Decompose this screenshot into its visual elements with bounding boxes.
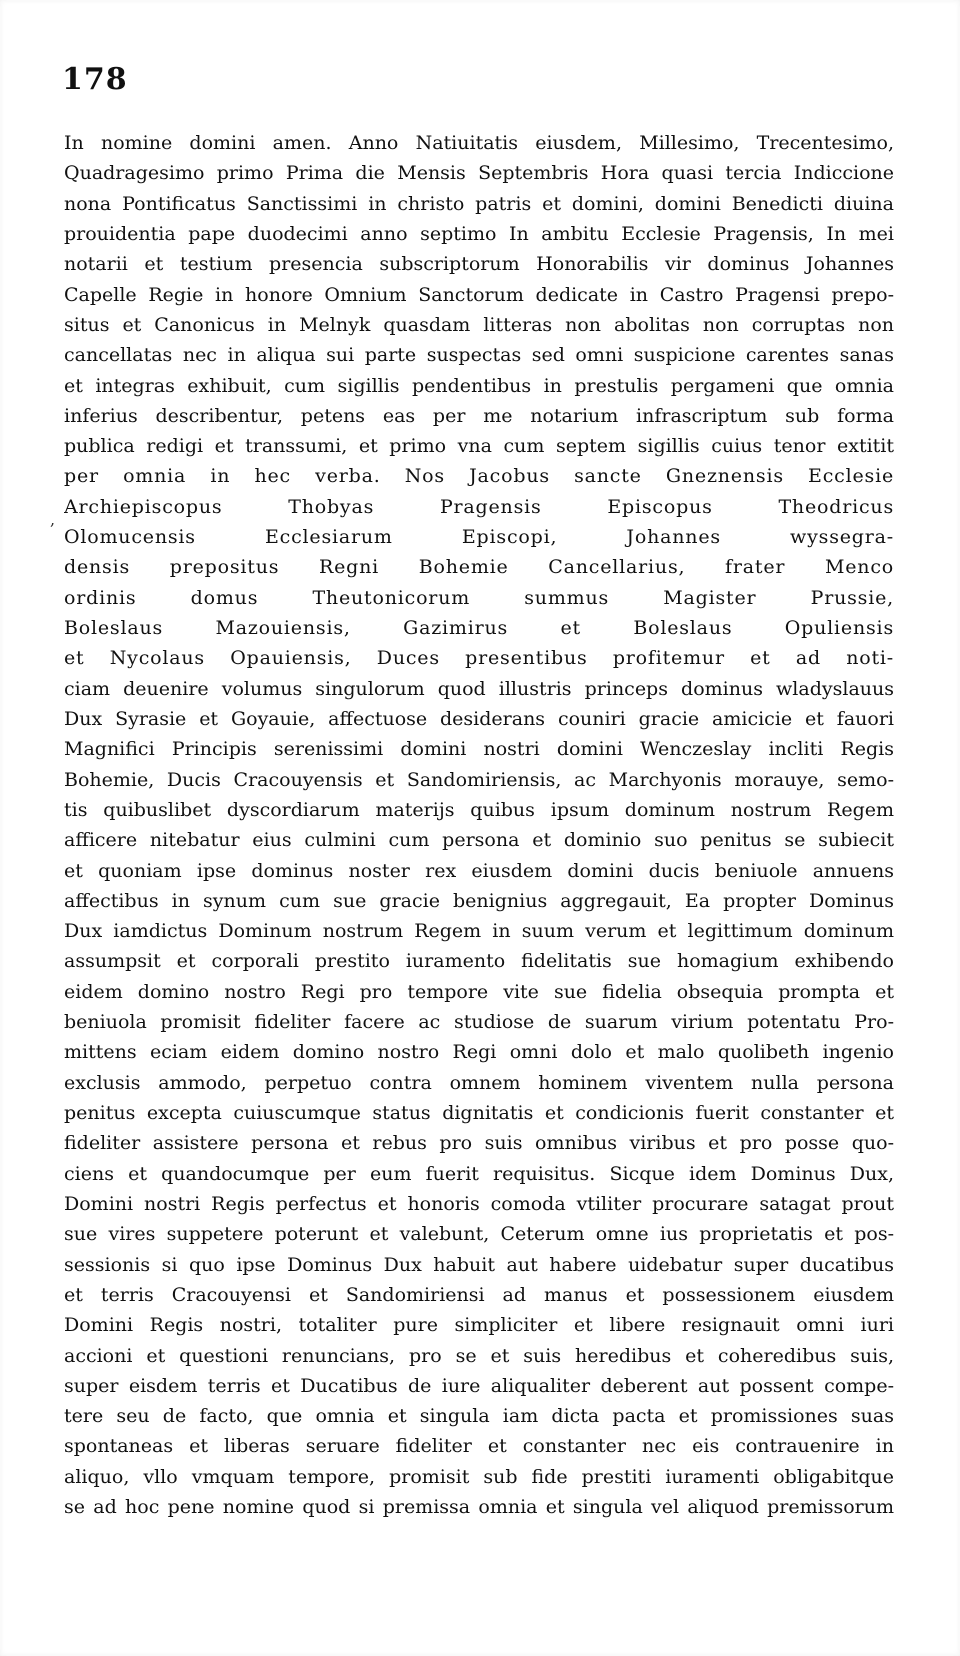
text-line: et quoniam ipse dominus noster rex eiusdem domini ducis beniuole annuens xyxy=(64,859,894,882)
text-line: afficere nitebatur eius culmini cum persona et dominio suo penitus se subiecit xyxy=(64,829,894,852)
charter-text xyxy=(64,128,894,1522)
text-line: nona Pontificatus Sanctissimi in christo patris et domini, domini Benedicti diuina xyxy=(64,192,894,215)
text-line: ordinis domus Theutonicorum summus Magister Prussie, xyxy=(64,586,894,609)
text-line: publica redigi et transsumi, et primo vna cum septem sigillis cuius tenor extitit xyxy=(64,435,894,458)
text-line: affectibus in synum cum sue gracie benignius aggregauit, Ea propter Dominus xyxy=(64,889,894,912)
text-line: penitus excepta cuiuscumque status dignitatis et condicionis fuerit constanter et xyxy=(64,1102,894,1124)
page-number: 178 xyxy=(62,62,128,97)
text-line: accioni et questioni renuncians, pro se et suis heredibus et coheredibus suis, xyxy=(64,1344,894,1367)
text-line: cancellatas nec in aliqua sui parte suspectas sed omni suspicione carentes sanas xyxy=(64,344,894,367)
text-line: Domini Regis nostri, totaliter pure simpliciter et libere resignauit omni iuri xyxy=(64,1314,894,1337)
text-line: et integras exhibuit, cum sigillis pendentibus in prestulis pergameni que omnia xyxy=(64,374,894,397)
text-line: exclusis ammodo, perpetuo contra omnem hominem viventem nulla persona xyxy=(64,1071,894,1094)
text-line: inferius describentur, petens eas per me notarium infrascriptum sub forma xyxy=(64,404,894,427)
text-line: assumpsit et corporali prestito iuramento fidelitatis sue homagium exhibendo xyxy=(64,950,894,973)
text-line: fideliter assistere persona et rebus pro suis omnibus viribus et pro posse quo- xyxy=(64,1132,894,1155)
text-line: ciens et quandocumque per eum fuerit requisitus. Sicque idem Dominus Dux, xyxy=(64,1162,894,1185)
text-line: notarii et testium presencia subscriptorum Honorabilis vir dominus Johannes xyxy=(64,253,894,276)
text-line: mittens eciam eidem domino nostro Regi omni dolo et malo quolibeth ingenio xyxy=(64,1041,894,1064)
text-line: spontaneas et liberas seruare fideliter et constanter nec eis contrauenire in xyxy=(64,1435,894,1458)
text-line: sessionis si quo ipse Dominus Dux habuit aut habere uidebatur super ducatibus xyxy=(64,1253,894,1276)
text-line: densis prepositus Regni Bohemie Cancellarius, frater Menco xyxy=(64,556,894,579)
text-line: Quadragesimo primo Prima die Mensis Septembris Hora quasi tercia Indiccione xyxy=(64,162,894,185)
text-line: tis quibuslibet dyscordiarum materijs quibus ipsum dominum nostrum Regem xyxy=(64,798,894,821)
text-line: sue vires suppetere poterunt et valebunt, Ceterum omne ius proprietatis et pos- xyxy=(64,1223,894,1246)
text-line: situs et Canonicus in Melnyk quasdam litteras non abolitas non corruptas non xyxy=(64,313,894,336)
text-line: Magnifici Principis serenissimi domini nostri domini Wenczeslay incliti Regis xyxy=(64,738,894,761)
text-line: se ad hoc pene nomine quod si premissa omnia et singula vel aliquod premissorum xyxy=(64,1496,894,1519)
text-line: In nomine domini amen. Anno Natiuitatis eiusdem, Millesimo, Trecentesimo, xyxy=(64,132,894,154)
text-line: Olomucensis Ecclesiarum Episcopi, Johannes wyssegra- xyxy=(64,526,894,549)
text-line: Dux Syrasie et Goyauie, affectuose desiderans couniri gracie amicicie et fauori xyxy=(64,707,894,730)
text-line: prouidentia pape duodecimi anno septimo In ambitu Ecclesie Pragensis, In mei xyxy=(64,222,894,245)
text-line: per omnia in hec verba. Nos Jacobus sancte Gneznensis Ecclesie xyxy=(64,465,894,488)
text-line: et Nycolaus Opauiensis, Duces presentibus profitemur et ad noti- xyxy=(64,647,894,670)
text-line: Bohemie, Ducis Cracouyensis et Sandomiriensis, ac Marchyonis morauye, semo- xyxy=(64,768,894,791)
text-line: eidem domino nostro Regi pro tempore vite sue fidelia obsequia prompta et xyxy=(64,980,894,1003)
text-line: Domini nostri Regis perfectus et honoris comoda vtiliter procurare satagat prout xyxy=(64,1192,894,1215)
text-line: ciam deuenire volumus singulorum quod illustris princeps dominus wladyslauus xyxy=(64,677,894,700)
text-line: aliquo, vllo vmquam tempore, promisit sub fide prestiti iuramenti obligabitque xyxy=(64,1465,894,1488)
margin-mark: , xyxy=(50,510,56,529)
text-line: beniuola promisit fideliter facere ac studiose de suarum virium potentatu Pro- xyxy=(64,1011,894,1034)
text-line: et terris Cracouyensi et Sandomiriensi ad manus et possessionem eiusdem xyxy=(64,1283,894,1306)
text-line: Boleslaus Mazouiensis, Gazimirus et Boleslaus Opuliensis xyxy=(64,617,894,639)
text-line: Dux iamdictus Dominum nostrum Regem in suum verum et legittimum dominum xyxy=(64,920,894,943)
text-line: Capelle Regie in honore Omnium Sanctorum dedicate in Castro Pragensi prepo- xyxy=(64,283,894,306)
text-line: Archiepiscopus Thobyas Pragensis Episcopus Theodricus xyxy=(64,495,894,518)
text-line: tere seu de facto, que omnia et singula iam dicta pacta et promissiones suas xyxy=(64,1405,894,1428)
text-line: super eisdem terris et Ducatibus de iure aliqualiter deberent aut possent compe- xyxy=(64,1374,894,1397)
